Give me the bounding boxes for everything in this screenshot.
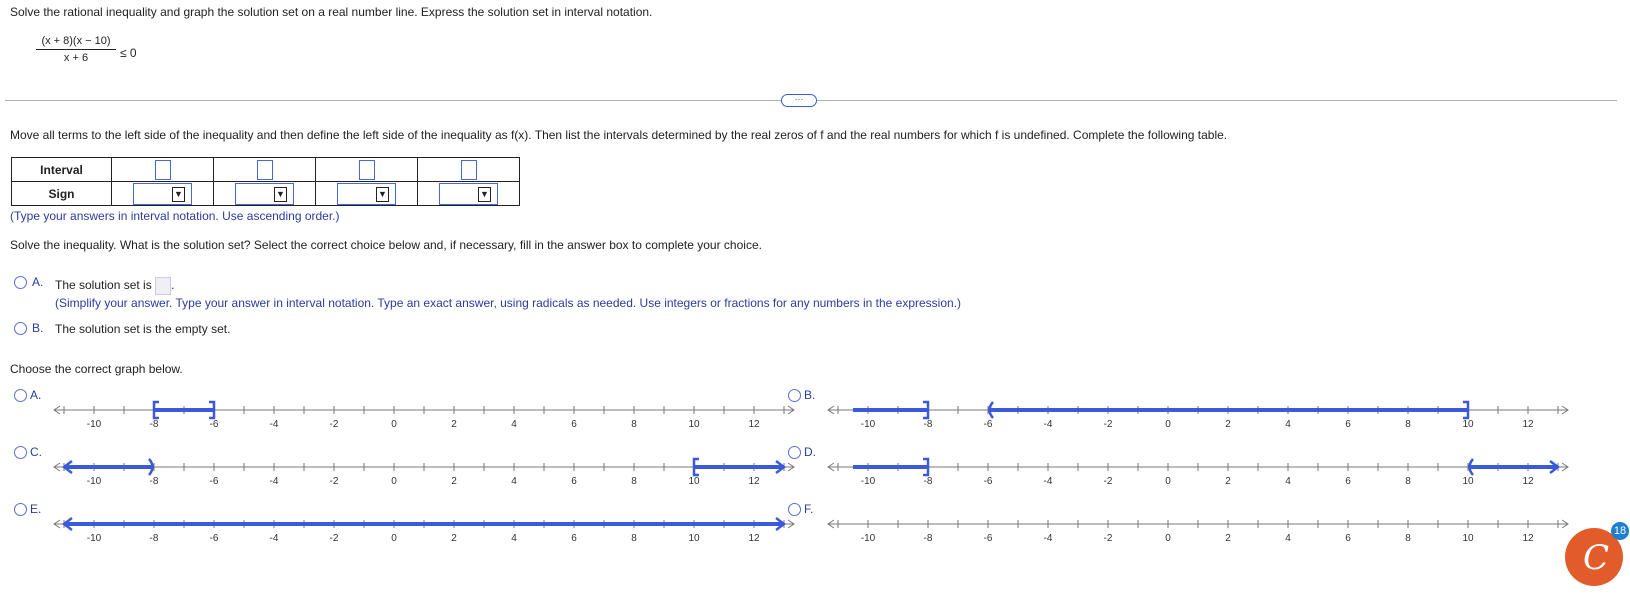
- tick-label: 0: [1165, 476, 1171, 487]
- tick-label: 10: [1462, 419, 1474, 430]
- tick-label: 2: [451, 476, 457, 487]
- tick-label: -2: [1103, 476, 1113, 487]
- numerator: (x + 8)(x − 10): [36, 35, 116, 50]
- tick-label: 0: [1165, 419, 1171, 430]
- number-line-f: [798, 504, 1578, 544]
- tick-label: 6: [1345, 476, 1351, 487]
- graph-option-label-f: F.: [804, 502, 814, 516]
- tick-label: -4: [1043, 476, 1053, 487]
- tick-label: 4: [1285, 476, 1291, 487]
- tick-label: 10: [1462, 533, 1474, 544]
- dropdown-arrow-icon: ▼: [376, 187, 389, 202]
- rational-expression: [36, 35, 116, 64]
- tick-label: -2: [329, 533, 339, 544]
- tick-label: 6: [1345, 419, 1351, 430]
- tick-label: 4: [511, 533, 517, 544]
- number-line-b: [798, 390, 1578, 430]
- tick-label: 8: [631, 476, 637, 487]
- choice-a-hint: (Simplify your answer. Type your answer in interval notation. Type an exact answer, using radicals as needed. Use integers or fractions for any numbers in the expression.): [55, 296, 962, 310]
- tick-label: -10: [860, 533, 876, 544]
- tick-label: 2: [451, 419, 457, 430]
- tick-label: 0: [1165, 533, 1171, 544]
- tick-label: 12: [1522, 476, 1534, 487]
- tick-label: 12: [1522, 533, 1534, 544]
- tick-label: 10: [1462, 476, 1474, 487]
- tick-label: -6: [983, 419, 993, 430]
- sign-table: [11, 157, 520, 206]
- tick-label: -6: [983, 476, 993, 487]
- solve-prompt: Solve the inequality. What is the solution set? Select the correct choice below and, if necessary, fill in the answer box to complete your choice.: [10, 238, 762, 252]
- tick-label: 12: [748, 533, 760, 544]
- app-logo-icon: C: [1583, 538, 1610, 578]
- dropdown-arrow-icon: ▼: [478, 187, 491, 202]
- number-line-e: [24, 504, 804, 544]
- interval-input-3[interactable]: [359, 160, 375, 180]
- graph-option-label-b: B.: [804, 388, 816, 402]
- graph-option-label-a: A.: [30, 388, 42, 402]
- graph-prompt: Choose the correct graph below.: [10, 362, 183, 376]
- tick-label: 12: [1522, 419, 1534, 430]
- graph-option-label-c: C.: [30, 445, 42, 459]
- tick-label: 2: [1225, 476, 1231, 487]
- denominator: x + 6: [63, 52, 89, 64]
- tick-label: 10: [688, 419, 700, 430]
- choice-b-radio[interactable]: [14, 322, 27, 335]
- choice-b-label: B.: [32, 321, 44, 335]
- tick-label: 4: [511, 419, 517, 430]
- table-hint: (Type your answers in interval notation. Use ascending order.): [10, 209, 340, 223]
- dropdown-arrow-icon: ▼: [274, 187, 287, 202]
- tick-label: -8: [149, 533, 159, 544]
- tick-label: -2: [329, 476, 339, 487]
- solution-set-input[interactable]: [155, 277, 171, 295]
- notification-count: 18: [1611, 522, 1629, 540]
- tick-label: -2: [1103, 419, 1113, 430]
- tick-label: 4: [1285, 419, 1291, 430]
- tick-label: 8: [1405, 419, 1411, 430]
- tick-label: -4: [269, 533, 279, 544]
- tick-label: 0: [391, 533, 397, 544]
- choice-b-text: The solution set is the empty set.: [55, 322, 231, 336]
- choice-a-label: A.: [32, 275, 44, 289]
- choice-a-sentence: The solution set is: [55, 278, 152, 293]
- sign-dropdown-4[interactable]: [439, 183, 498, 205]
- tick-label: -2: [1103, 533, 1113, 544]
- tick-label: 8: [631, 419, 637, 430]
- tick-label: 0: [391, 476, 397, 487]
- sign-dropdown-3[interactable]: [337, 183, 396, 205]
- tick-label: -6: [209, 419, 219, 430]
- tick-label: -6: [983, 533, 993, 544]
- tick-label: 8: [631, 533, 637, 544]
- tick-label: 12: [748, 476, 760, 487]
- sign-dropdown-1[interactable]: [133, 183, 192, 205]
- tick-label: -8: [923, 533, 933, 544]
- tick-label: -4: [1043, 419, 1053, 430]
- graph-option-label-d: D.: [804, 445, 816, 459]
- interval-input-4[interactable]: [461, 160, 477, 180]
- dropdown-arrow-icon: ▼: [172, 187, 185, 202]
- tick-label: 6: [571, 533, 577, 544]
- tick-label: -10: [86, 476, 102, 487]
- tick-label: 6: [1345, 533, 1351, 544]
- tick-label: 12: [748, 419, 760, 430]
- tick-label: 10: [688, 476, 700, 487]
- tick-label: -8: [149, 476, 159, 487]
- tick-label: 6: [571, 476, 577, 487]
- help-badge[interactable]: [1565, 525, 1627, 586]
- tick-label: -4: [269, 419, 279, 430]
- tick-label: 4: [1285, 533, 1291, 544]
- choice-a-radio[interactable]: [14, 276, 27, 289]
- tick-label: -8: [149, 419, 159, 430]
- relation: ≤ 0: [120, 46, 137, 60]
- tick-label: -4: [1043, 533, 1053, 544]
- tick-label: -6: [209, 533, 219, 544]
- tick-label: 2: [451, 533, 457, 544]
- choice-a-text: The solution set is .: [55, 277, 174, 295]
- more-button[interactable]: ⋯: [781, 94, 817, 107]
- graph-option-label-e: E.: [30, 502, 42, 516]
- tick-label: 6: [571, 419, 577, 430]
- tick-label: -2: [329, 419, 339, 430]
- tick-label: -8: [923, 419, 933, 430]
- number-line-a: [24, 390, 804, 430]
- number-line-c: [24, 447, 804, 487]
- tick-label: -10: [86, 419, 102, 430]
- sign-dropdown-2[interactable]: [235, 183, 294, 205]
- tick-label: 10: [688, 533, 700, 544]
- tick-label: 8: [1405, 476, 1411, 487]
- tick-label: 2: [1225, 533, 1231, 544]
- tick-label: 2: [1225, 419, 1231, 430]
- tick-label: 4: [511, 476, 517, 487]
- tick-label: -10: [86, 533, 102, 544]
- tick-label: -10: [860, 476, 876, 487]
- sign-header: Sign: [12, 182, 112, 206]
- question-prompt: Solve the rational inequality and graph the solution set on a real number line. Express the solution set in interval notation.: [10, 5, 653, 19]
- number-line-d: [798, 447, 1578, 487]
- tick-label: -6: [209, 476, 219, 487]
- interval-header: Interval: [12, 158, 112, 182]
- tick-label: -10: [860, 419, 876, 430]
- interval-input-2[interactable]: [257, 160, 273, 180]
- interval-input-1[interactable]: [155, 160, 171, 180]
- tick-label: 8: [1405, 533, 1411, 544]
- tick-label: -4: [269, 476, 279, 487]
- tick-label: 0: [391, 419, 397, 430]
- table-instructions: Move all terms to the left side of the inequality and then define the left side of the inequality as f(x). Then list the intervals determined by the real zeros of f and the real numbers for which f is undefined. Complete the following table.: [10, 128, 1228, 142]
- tick-label: -8: [923, 476, 933, 487]
